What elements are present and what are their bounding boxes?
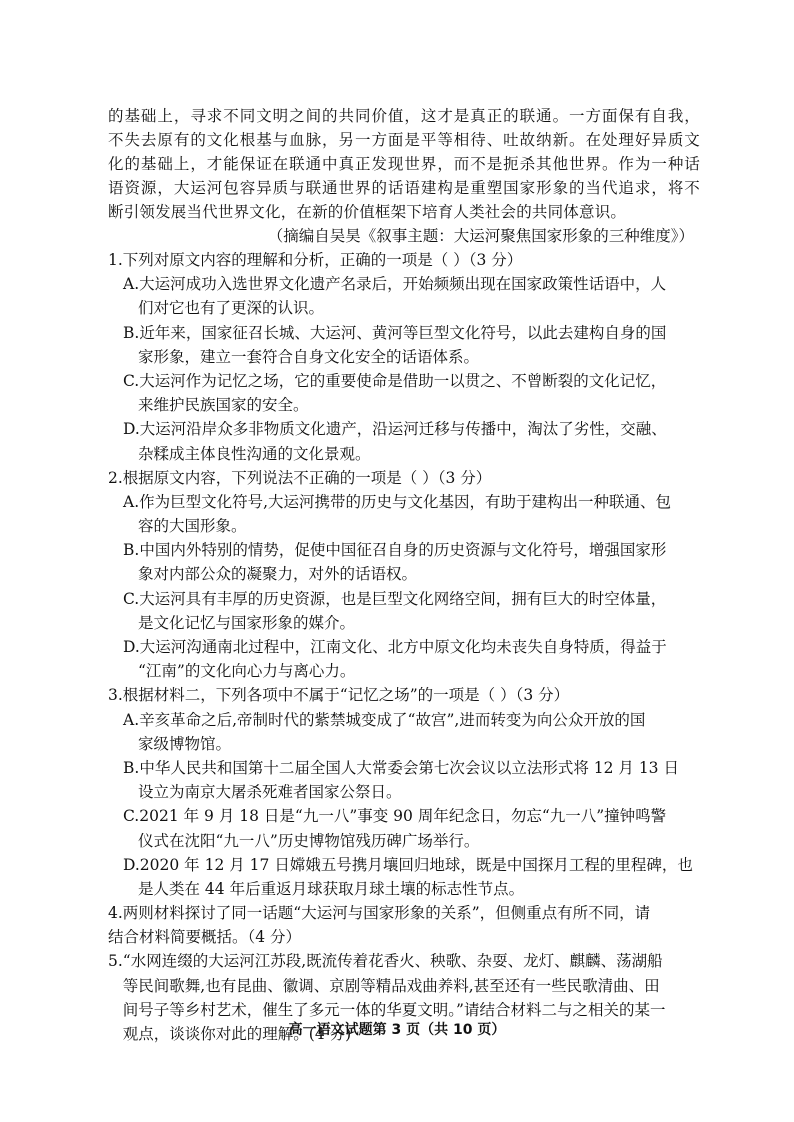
- question-list: [108, 248, 700, 1046]
- question-4: [108, 901, 700, 949]
- option-b-continued: 设立为南京大屠杀死难者国家公祭日。: [138, 783, 402, 802]
- option-c: C.2021 年 9 月 18 日是“九一八”事变 90 周年纪念日，勿忘“九一八”撞钟鸣警: [123, 807, 667, 826]
- page-footer: 高一语文试题第 3 页（共 10 页）: [288, 1022, 506, 1038]
- option-a: A.辛亥革命之后,帝制时代的紫禁城变成了“故宫”,进而转变为向公众开放的国: [123, 710, 646, 729]
- question-3: [108, 683, 700, 901]
- passage-line: 不失去原有的文化根基与血脉，另一方面是平等相待、吐故纳新。在处理好异质文: [108, 131, 700, 149]
- option-c: C.大运河作为记忆之场，它的重要使命是借助一以贯之、不曾断裂的文化记忆，: [123, 371, 667, 390]
- passage-text: [108, 104, 700, 224]
- question-stem-continued: 间号子等乡村艺术，催生了多元一体的华夏文明。”请结合材料二与之相关的某一: [108, 1000, 666, 1019]
- option-c-continued: 来维护民族国家的安全。: [138, 396, 309, 415]
- option-c-continued: 是文化记忆与国家形象的媒介。: [138, 613, 356, 632]
- question-stem: 2.根据原文内容，下列说法不正确的一项是（ ）（3 分）: [108, 468, 492, 487]
- option-b-continued: 家形象，建立一套符合自身文化安全的话语体系。: [138, 347, 480, 366]
- option-a: A.大运河成功入选世界文化遗产名录后，开始频频出现在国家政策性话语中，人: [123, 275, 667, 294]
- passage-line: 的基础上，寻求不同文明之间的共同价值，这才是真正的联通。一方面保有自我，: [108, 107, 700, 125]
- option-d-continued: 是人类在 44 年后重返月球获取月球土壤的标志性节点。: [138, 879, 525, 898]
- passage-line: 化的基础上，才能保证在联通中真正发现世界，而不是扼杀其他世界。作为一种话: [108, 155, 700, 173]
- question-stem: 3.根据材料二，下列各项中不属于“记忆之场”的一项是（ ）（3 分）: [108, 686, 570, 705]
- question-2: [108, 466, 700, 684]
- question-1: [108, 248, 700, 466]
- option-d: D.大运河沿岸众多非物质文化遗产，沿运河迁移与传播中，淘汰了劣性，交融、: [123, 420, 667, 439]
- passage-line: 断引领发展当代世界文化，在新的价值框架下培育人类社会的共同体意识。: [108, 203, 627, 221]
- option-d-continued: 杂糅成主体良性沟通的文化景观。: [138, 444, 371, 463]
- option-b: B.中华人民共和国第十二届全国人大常委会第七次会议以立法形式将 12 月 13 日: [123, 758, 679, 777]
- option-a-continued: 容的大国形象。: [138, 517, 247, 536]
- question-stem-continued: 等民间歌舞,也有昆曲、徽调、京剧等精品戏曲养料,甚至还有一些民歌清曲、田: [108, 976, 660, 995]
- question-stem: 5.“水网连缀的大运河江苏段,既流传着花香火、秧歌、杂耍、龙灯、麒麟、荡湖船: [108, 952, 663, 971]
- option-a-continued: 家级博物馆。: [138, 734, 232, 753]
- option-a: A.作为巨型文化符号,大运河携带的历史与文化基因，有助于建构出一种联通、包: [123, 492, 672, 511]
- option-d: D.2020 年 12 月 17 日嫦娥五号携月壤回归地球，既是中国探月工程的里程碑，也: [123, 855, 693, 874]
- question-stem: 1.下列对原文内容的理解和分析，正确的一项是（ ）（3 分）: [108, 251, 523, 269]
- option-c: C.大运河具有丰厚的历史资源，也是巨型文化网络空间，拥有巨大的时空体量，: [123, 589, 667, 608]
- question-stem-continued: 观点，谈谈你对此的理解。(4 分): [108, 1025, 352, 1043]
- passage-source: （摘编自吴昊《叙事主题：大运河聚焦国家形象的三种维度》）: [267, 227, 694, 245]
- option-d: D.大运河沟通南北过程中，江南文化、北方中原文化均未丧失自身特质，得益于: [123, 638, 667, 656]
- option-a-continued: 们对它也有了更深的认识。: [138, 299, 325, 318]
- option-b: B.近年来，国家征召长城、大运河、黄河等巨型文化符号，以此去建构自身的国: [123, 323, 667, 342]
- option-b-continued: 象对内部公众的凝聚力，对外的话语权。: [138, 565, 418, 584]
- passage-line: 语资源，大运河包容异质与联通世界的话语建构是重塑国家形象的当代追求，将不: [108, 179, 700, 197]
- option-c-continued: 仪式在沈阳“九一八”历史博物馆残历碑广场举行。: [138, 831, 480, 850]
- question-stem-continued: 结合材料简要概括。（4 分）: [108, 928, 302, 947]
- question-stem: 4.两则材料探讨了同一话题“大运河与国家形象的关系”，但侧重点有所不同，请: [108, 904, 651, 923]
- option-d-continued: “江南”的文化向心力与离心力。: [138, 662, 356, 681]
- option-b: B.中国内外特别的情势，促使中国征召自身的历史资源与文化符号，增强国家形: [123, 541, 667, 560]
